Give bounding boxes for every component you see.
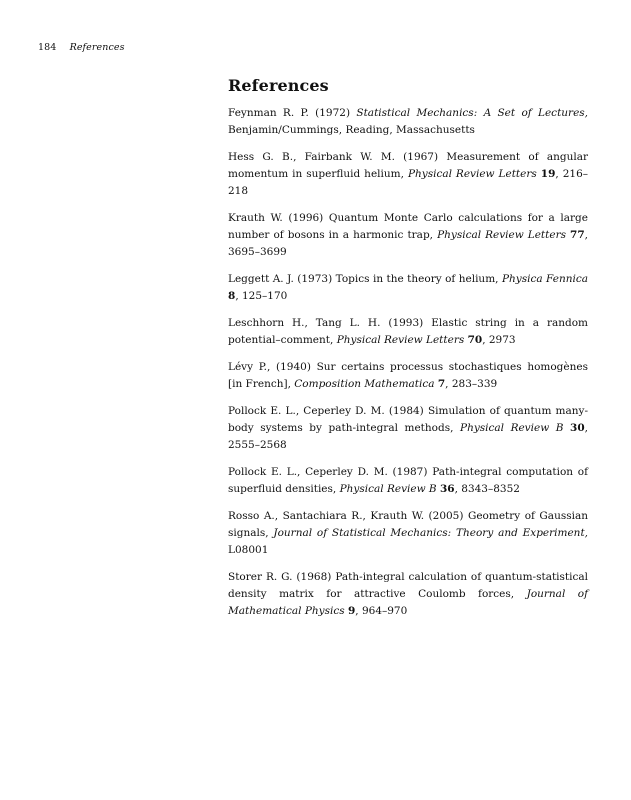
- reference-volume: 77: [570, 229, 585, 241]
- running-title: References: [69, 42, 125, 53]
- reference-journal: Composition Mathematica: [294, 378, 435, 390]
- reference-item: [228, 464, 588, 498]
- reference-authors: Rosso A., Santachiara R., Krauth W. (2005): [228, 510, 464, 522]
- reference-title: Geometry of Gaussian signals,: [228, 510, 588, 539]
- reference-item: [228, 569, 588, 620]
- reference-pages: L08001: [228, 544, 269, 556]
- references-section: [228, 76, 588, 630]
- reference-pages: , 216–218: [228, 168, 589, 197]
- reference-journal: Physical Review Letters: [407, 168, 537, 180]
- reference-pages: , 125–170: [235, 290, 288, 302]
- reference-volume: 30: [570, 422, 585, 434]
- reference-authors: Leschhorn H., Tang L. H. (1993): [228, 317, 424, 329]
- reference-journal: Physical Review Letters: [336, 334, 465, 346]
- page-number: 184: [38, 42, 57, 53]
- reference-volume: 36: [439, 483, 455, 495]
- reference-pages: , 283–339: [445, 378, 498, 390]
- reference-authors: Leggett A. J. (1973): [228, 273, 333, 285]
- reference-journal: Physical Review B: [460, 422, 564, 434]
- reference-title: Path-integral computation of superfluid densities,: [228, 466, 588, 495]
- reference-item: [228, 359, 588, 393]
- reference-title: Topics in the theory of helium,: [335, 273, 499, 285]
- reference-title: Measurement of angular momentum in superfluid helium,: [228, 151, 588, 180]
- reference-item: [228, 271, 588, 305]
- reference-item: [228, 149, 588, 200]
- reference-authors: Pollock E. L., Ceperley D. M. (1987): [228, 466, 428, 478]
- reference-item: [228, 315, 588, 349]
- reference-authors: Feynman R. P. (1972): [228, 107, 351, 119]
- reference-item: [228, 403, 588, 454]
- reference-title: Path-integral calculation of quantum-statistical density matrix for attractive Coulomb forces,: [228, 571, 588, 600]
- reference-journal: Journal of Mathematical Physics: [228, 588, 588, 617]
- reference-item: [228, 210, 588, 261]
- reference-authors: Krauth W. (1996): [228, 212, 324, 224]
- reference-item: [228, 508, 588, 559]
- reference-authors: Pollock E. L., Ceperley D. M. (1984): [228, 405, 424, 417]
- reference-volume: 70: [467, 334, 483, 346]
- reference-volume: 19: [540, 168, 556, 180]
- reference-pages: , 2973: [482, 334, 516, 346]
- reference-volume: 8: [228, 290, 236, 302]
- reference-pages: , 2555–2568: [228, 422, 588, 451]
- reference-authors: Storer R. G. (1968): [228, 571, 332, 583]
- reference-item: [228, 105, 588, 139]
- reference-volume: 9: [347, 605, 356, 617]
- reference-volume: 7: [437, 378, 446, 390]
- reference-pages: Benjamin/Cummings, Reading, Massachusetts: [228, 124, 475, 136]
- reference-pages: , 3695–3699: [228, 229, 589, 258]
- reference-journal: Statistical Mechanics: A Set of Lectures,: [356, 107, 589, 119]
- reference-authors: Lévy P., (1940): [228, 361, 311, 373]
- running-head: [38, 42, 125, 53]
- section-title: References: [228, 76, 329, 95]
- reference-authors: Hess G. B., Fairbank W. M. (1967): [228, 151, 439, 163]
- reference-title: Elastic string in a random potential–comment,: [228, 317, 588, 346]
- reference-journal: Physical Review Letters: [437, 229, 566, 241]
- reference-title: Simulation of quantum many-body systems by path-integral methods,: [228, 405, 588, 434]
- reference-title: Sur certains processus stochastiques homogènes [in French],: [228, 361, 588, 390]
- reference-journal: Physical Review B: [339, 483, 437, 495]
- reference-pages: , 964–970: [355, 605, 408, 617]
- reference-title: Quantum Monte Carlo calculations for a large number of bosons in a harmonic trap,: [228, 212, 588, 241]
- reference-pages: , 8343–8352: [454, 483, 520, 495]
- reference-list: [228, 105, 588, 620]
- reference-journal: Physica Fennica: [501, 273, 588, 285]
- reference-journal: Journal of Statistical Mechanics: Theory and Experiment,: [273, 527, 588, 539]
